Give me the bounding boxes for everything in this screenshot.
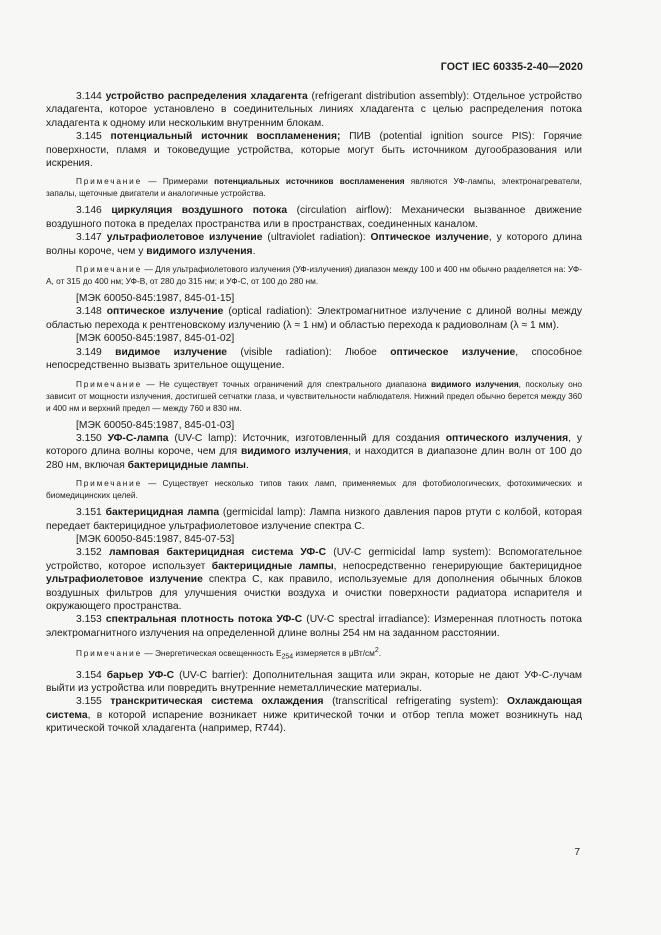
definition-3-151: 3.151 бактерицидная лампа (germicidal lamp): Лампа низкого давления паров ртути с колбой, которая передает бактерицидное ультрафиолетовое излучение спектра С. [46,507,582,532]
note-3-145: Примечание — Примерами потенциальных источников воспламенения являются УФ-лампы, электронагреватели, запалы, щеточные двигатели и аналогичные устройства. [46,176,582,199]
term: оптическое излучение [106,306,224,318]
term: устройство распределения хладагента [105,91,308,102]
term: спектральная плотность потока УФ-С [105,614,303,626]
term: бактерицидная лампа [105,507,220,519]
note-label: Примечание [76,478,143,489]
document-body [46,90,582,736]
term: барьер УФ-С [106,669,175,681]
term: видимое излучение [115,346,228,358]
definition-3-154: 3.154 барьер УФ-С (UV-C barrier): Дополнительная защита или экран, которые не дают УФ-С-лучам выйти из устройства или повредить внутренние неметаллические материалы. [46,669,582,695]
reference-3-148: [МЭК 60050-845:1987, 845-01-02] [76,333,235,345]
note-3-149: Примечание — Не существует точных ограничений для спектрального диапазона видимого излучения, поскольку оно зависит от мощности излучения, достигшей сетчатки глаза, и чувствительности наблюдателя. Нижний предел обычно берется между 360 и 400 нм и верхний предел — между 760 и 830 нм. [46,378,582,413]
definition-3-155: 3.155 транскритическая система охлаждения (transcritical refrigerating system): Охлаждающая система, в которой испарение возникает ниже критической точки и отбор тепла может возникнуть над критической точкой хладагента (например, R744). [46,696,582,735]
note-3-150: Примечание — Существует несколько типов таких ламп, применяемых для фотобиологических, фотохимических и биомедицинских целей. [46,478,582,501]
reference-3-147: [МЭК 60050-845:1987, 845-01-15] [76,293,235,305]
definition-3-145: 3.145 потенциальный источник воспламенения; ПИВ (potential ignition source PIS): Горячие поверхности, пламя и токоведущие устройства, которые могут быть источником дугообразования или искрения. [46,131,582,170]
note-label: Примечание [76,378,143,389]
note-label: Примечание [76,264,143,275]
definition-3-153: 3.153 спектральная плотность потока УФ-С (UV-C spectral irradiance): Измеренная плотность потока электромагнитного излучения на определенной длине волны 254 нм на заданном расстоянии. [46,614,582,639]
term: транскритическая система охлаждения [110,696,324,708]
note-3-147: Примечание — Для ультрафиолетового излучения (УФ-излучения) диапазон между 100 и 400 нм обычно разделяется на: УФ-A, от 315 до 400 нм; УФ-B, от 280 до 315 нм; и УФ-C, от 100 до 280 нм. [46,264,582,287]
term: ультрафиолетовое излучение [106,232,263,244]
note-label: Примечание [76,647,143,658]
reference-3-151: [МЭК 60050-845:1987, 845-07-53] [76,533,235,545]
definition-3-148: 3.148 оптическое излучение (optical radiation): Электромагнитное излучение с длиной волны между областью перехода к рентгеновскому излучению (λ ≈ 1 нм) и областью перехода к радиоволнам (λ ≈ 1 мм). [46,306,583,331]
definition-3-152: 3.152 ламповая бактерицидная система УФ-С (UV-C germicidal lamp system): Вспомогательное устройство, которое использует бактерицидные лампы, непосредственно генерирующие бактерицидное ультрафиолетовое излучение спектра С, как правило, используемые для дополнения обычных блоков воздушных фильтров для улучшения очистки воздуха и очистки поверхности радиатора испарителя и окружающего пространства. [46,547,582,612]
definition-3-150: 3.150 УФ-С-лампа (UV-C lamp): Источник, изготовленный для создания оптического излучения, у которого длина волны короче, чем для видимого излучения, и находится в диапазоне длин волн от 100 до 280 нм, включая бактерицидные лампы. [46,432,582,471]
term: потенциальный источник воспламенения; [110,131,341,143]
standard-header: ГОСТ IEC 60335-2-40—2020 [440,61,583,73]
reference-3-149: [МЭК 60050-845:1987, 845-01-03] [76,419,235,431]
term: УФ-С-лампа [107,432,169,444]
term: ламповая бактерицидная система УФ-С [109,547,327,559]
page-number: 7 [574,847,580,858]
note-3-153: Примечание — Энергетическая освещенность $E_{254}$ измеряется в μВт/$см^2$. [76,647,382,661]
definition-3-144: 3.144 устройство распределения хладагента (refrigerant distribution assembly): Отдельное устройство хладагента, которое установлено в соединительных линиях хладагента с целью распределения потока хладагента к одному или нескольким внутренним блокам. [46,91,582,129]
term: циркуляция воздушного потока [111,205,288,217]
definition-3-147: 3.147 ультрафиолетовое излучение (ultraviolet radiation): Оптическое излучение, у которого длина волны короче, чем у видимого излучения. [46,232,582,257]
note-label: Примечание [76,176,143,187]
definition-3-149: 3.149 видимое излучение (visible radiation): Любое оптическое излучение, способное непосредственно вызвать зрительное ощущение. [46,346,582,372]
definition-3-146: 3.146 циркуляция воздушного потока (circulation airflow): Механически вызванное движение воздушного потока в пределах пространства или в пространствах, соединенных каналом. [46,205,582,230]
